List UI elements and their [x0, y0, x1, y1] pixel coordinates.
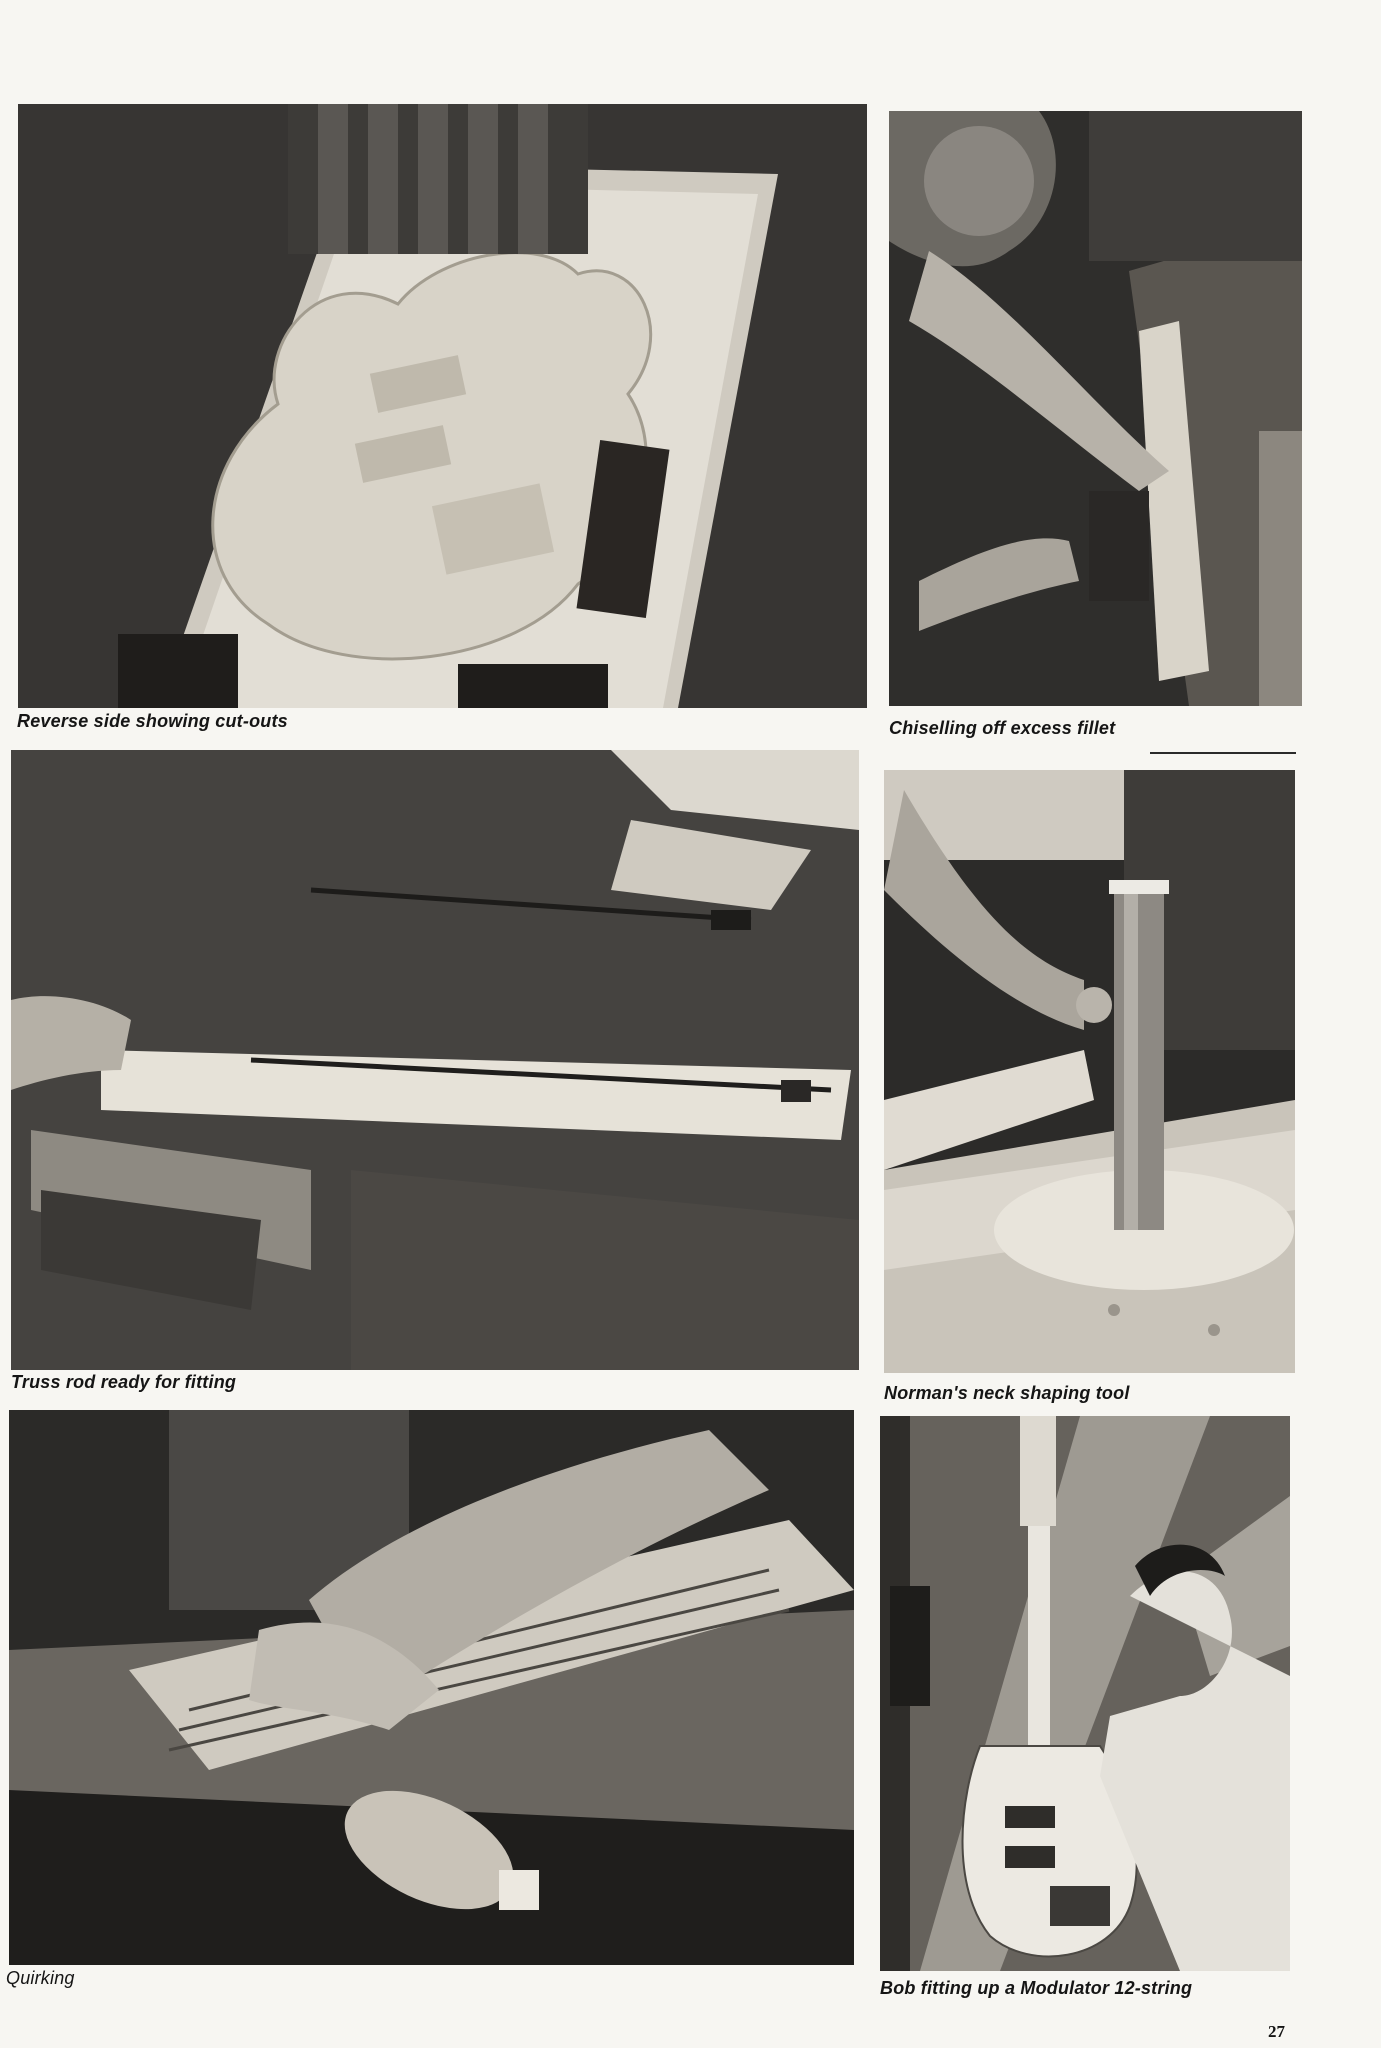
caption-neck-tool: Norman's neck shaping tool	[884, 1383, 1130, 1403]
guitar-body-template-image	[18, 104, 867, 708]
photo-neck-shaping-tool	[884, 770, 1295, 1373]
caption-reverse-side: Reverse side showing cut-outs	[17, 711, 288, 731]
caption-rule	[1150, 752, 1296, 754]
photo-guitar-body-template	[18, 104, 867, 708]
bob-fitting-image	[880, 1416, 1290, 1971]
neck-shaping-tool-image	[884, 770, 1295, 1373]
caption-quirking: Quirking	[6, 1968, 75, 1988]
quirking-image	[9, 1410, 854, 1965]
caption-bob-fitting: Bob fitting up a Modulator 12-string	[880, 1978, 1193, 1998]
photo-chiselling	[889, 111, 1302, 706]
chiselling-image	[889, 111, 1302, 706]
photo-bob-fitting	[880, 1416, 1290, 1971]
caption-chiselling: Chiselling off excess fillet	[889, 718, 1116, 738]
page-number: 27	[1268, 2022, 1285, 2041]
photo-quirking	[9, 1410, 854, 1965]
truss-rod-image	[11, 750, 859, 1370]
photo-truss-rod	[11, 750, 859, 1370]
caption-truss-rod: Truss rod ready for fitting	[11, 1372, 237, 1392]
